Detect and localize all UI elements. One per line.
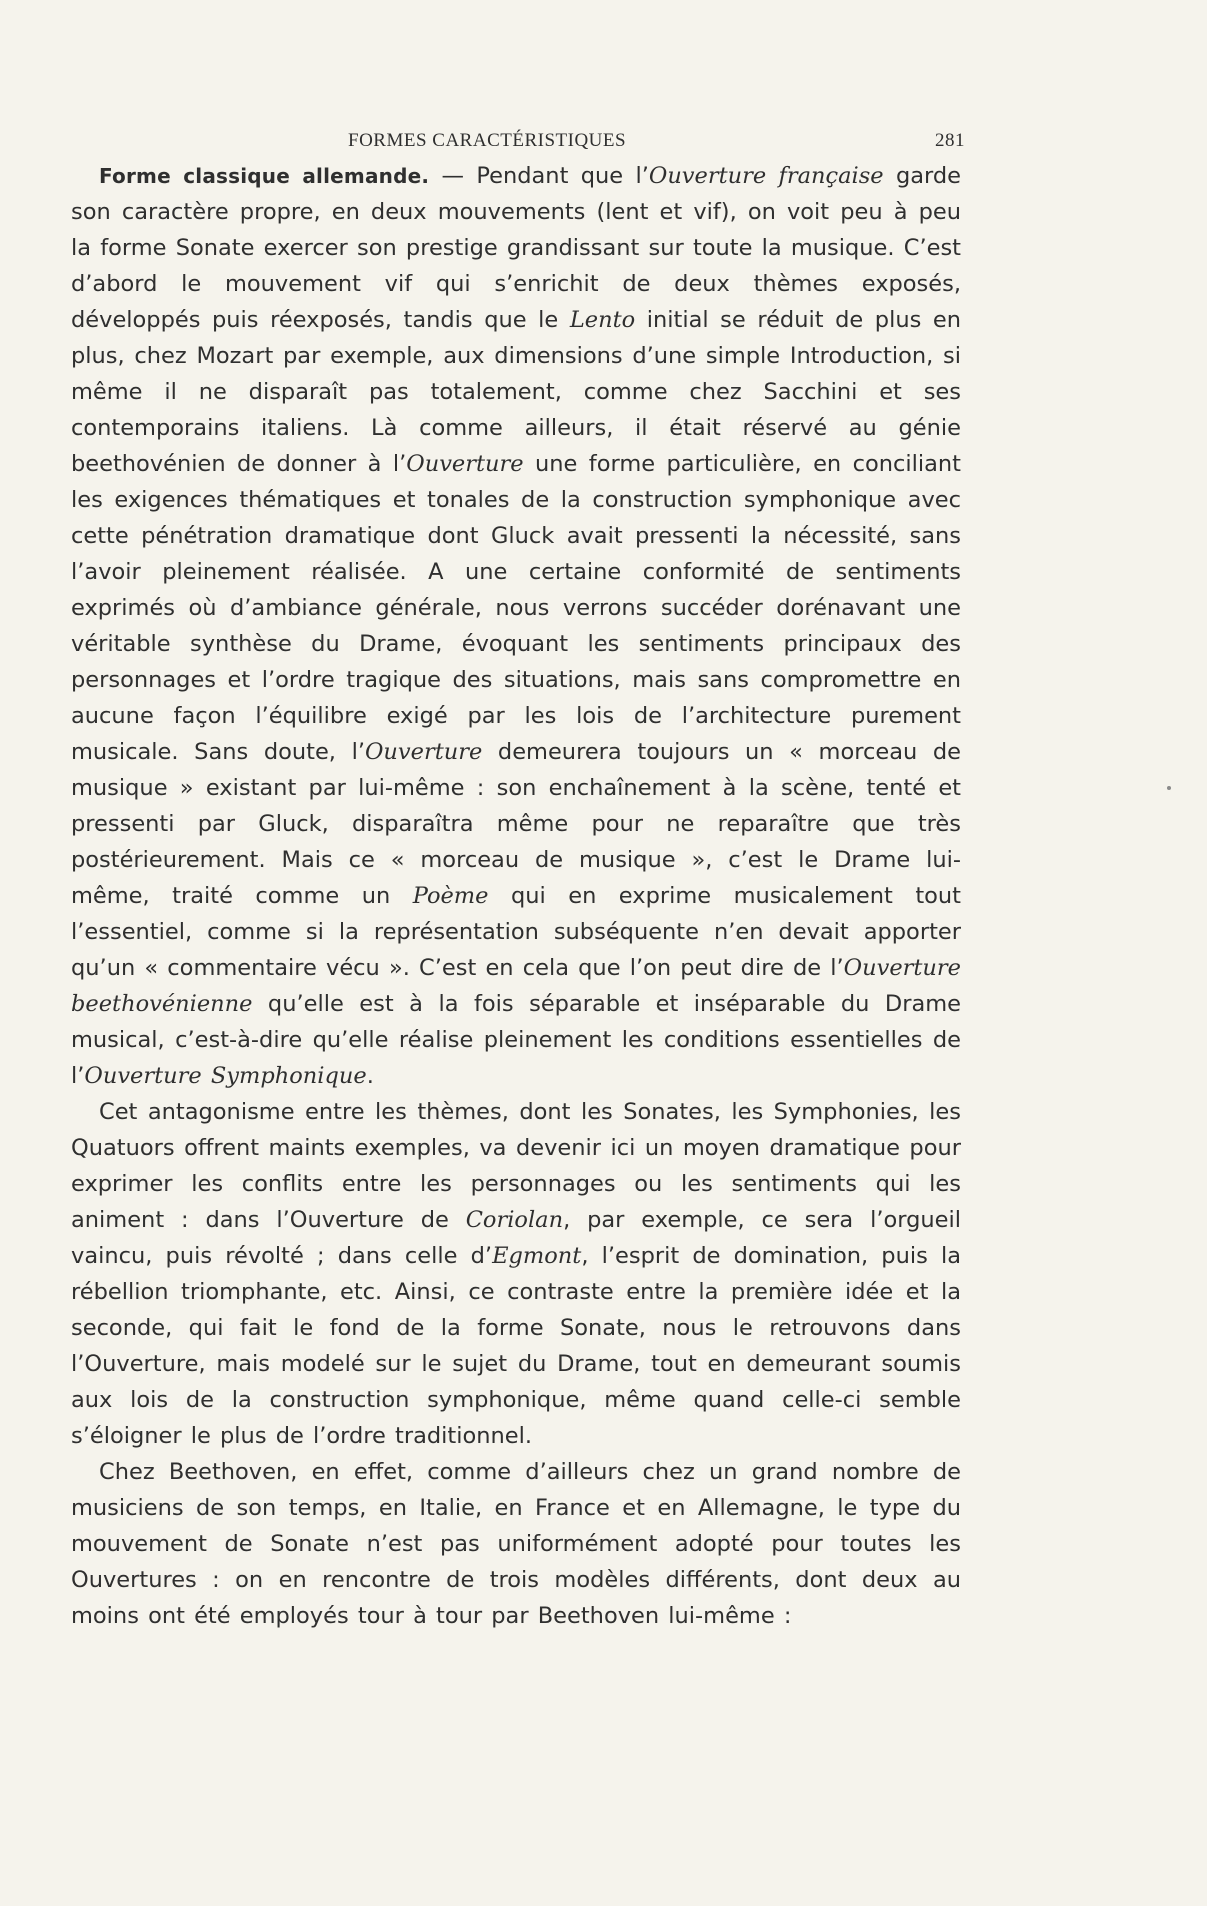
paragraph-3	[71, 1454, 961, 1634]
text-run: une forme particulière, en conciliant les exigences thématiques et tonales de la construction symphonique avec cette pénétration dramatique dont Gluck avait pressenti la nécessité, sans l’avoir pleinement réalisée. A une certaine conformité de sentiments exprimés où d’ambiance générale, nous verrons succéder dorénavant une véritable synthèse du Drame, évoquant les sentiments principaux des personnages et l’ordre tragique des situations, mais sans compromettre en aucune façon l’équilibre exigé par les lois de l’architecture purement musicale. Sans doute, l’	[71, 451, 961, 765]
italic-run: Ouverture	[364, 739, 483, 765]
italic-run: Ouverture Symphonique	[84, 1063, 367, 1089]
italic-run: Ouverture beethovénienne	[71, 955, 961, 1017]
text-run: demeurera toujours un « morceau de musique » existant par lui-même : son enchaînement à la scène, tenté et pressenti par Gluck, disparaîtra même pour ne reparaître que très postérieurement. Mais ce « morceau de musique », c’est le Drame lui-même, traité comme un	[71, 739, 961, 909]
italic-run: Lento	[569, 307, 636, 333]
text-run: qu’elle est à la fois séparable et inséparable du Drame musical, c’est-à-dire qu’elle réalise pleinement les conditions essentielles de l’	[71, 991, 961, 1089]
margin-speck	[1167, 786, 1171, 790]
text-run: , par exemple, ce sera l’orgueil vaincu, puis révolté ; dans celle d’	[71, 1207, 962, 1269]
text-run: initial se réduit de plus en plus, chez Mozart par exemple, aux dimensions d’une simple Introduction, si même il ne disparaît pas totalement, comme chez Sacchini et ses contemporains italiens. Là comme ailleurs, il était réservé au génie beethovénien de donner à l’	[71, 307, 961, 477]
paragraph-2	[71, 1094, 961, 1454]
book-page	[71, 110, 965, 1634]
italic-run: Egmont	[492, 1243, 582, 1269]
text-run: qui en exprime musicalement tout l’essentiel, comme si la représentation subséquente n’en devait apporter qu’un « commentaire vécu ». C’est en cela que l’on peut dire de l’	[71, 883, 961, 981]
text-run: Chez Beethoven, en effet, comme d’ailleurs chez un grand nombre de musiciens de son temps, en Italie, en France et en Allemagne, le type du mouvement de Sonate n’est pas uniformément adopté pour toutes les Ouvertures : on en rencontre de trois modèles différents, dont deux au moins ont été employés tour à tour par Beethoven lui-même :	[71, 1459, 961, 1629]
body-text	[71, 158, 961, 1634]
section-heading: Forme classique allemande.	[99, 164, 430, 188]
page-number: 281	[935, 130, 965, 151]
text-run: — Pendant que l’	[429, 163, 649, 189]
running-head	[71, 110, 965, 151]
italic-run: Ouverture française	[648, 163, 884, 189]
text-run: Cet antagonisme entre les thèmes, dont les Sonates, les Symphonies, les Quatuors offrent maints exemples, va devenir ici un moyen dramatique pour exprimer les conflits entre les personnages ou les sentiments qui les animent : dans l’Ouverture de	[71, 1099, 961, 1233]
running-title: FORMES CARACTÉRISTIQUES	[348, 130, 627, 151]
text-run: garde son caractère propre, en deux mouvements (lent et vif), on voit peu à peu la forme Sonate exercer son prestige grandissant sur toute la musique. C’est d’abord le mouvement vif qui s’enrichit de deux thèmes exposés, développés puis réexposés, tandis que le	[71, 163, 962, 333]
paragraph-1	[71, 158, 961, 1094]
italic-run: Ouverture	[406, 451, 524, 477]
text-run: , l’esprit de domination, puis la rébellion triomphante, etc. Ainsi, ce contraste entre la première idée et la seconde, qui fait le fond de la forme Sonate, nous le retrouvons dans l’Ouverture, mais modelé sur le sujet du Drame, tout en demeurant soumis aux lois de la construction symphonique, même quand celle-ci semble s’éloigner le plus de l’ordre traditionnel.	[71, 1243, 961, 1449]
italic-run: Poème	[412, 883, 489, 909]
italic-run: Coriolan	[465, 1207, 564, 1233]
text-run: .	[366, 1063, 374, 1089]
